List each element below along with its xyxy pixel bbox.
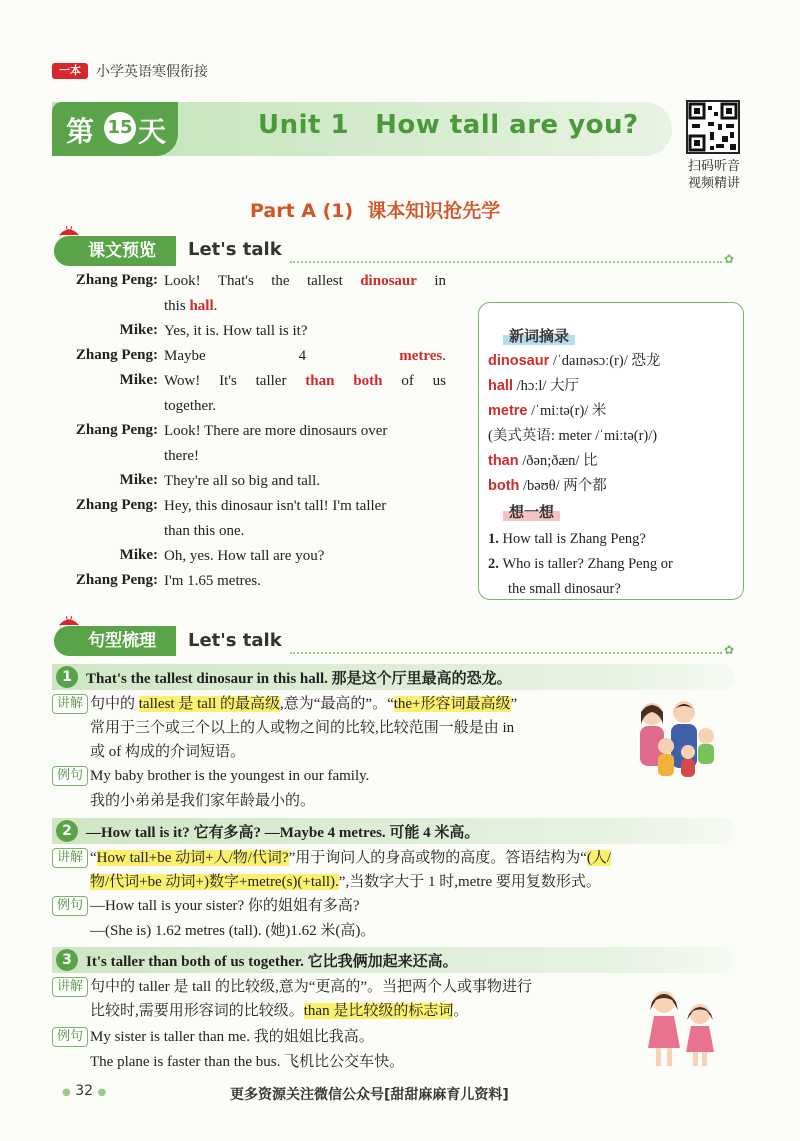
explain-line [90,999,532,1023]
dialogue-line: there! [164,448,199,464]
speaker-name: Mike: [119,547,158,563]
vocab-definition: /ˈdaɪnəsɔː(r)/ 恐龙 [549,353,661,369]
vocab-entry [488,399,660,424]
vocab-definition: /hɔːl/ 大厅 [512,378,580,394]
example-translation: 我的小弟弟是我们家年龄最小的。 [90,793,316,809]
vocab-box [478,302,744,600]
text: 或 of 构成的介词短语。 [90,744,245,760]
dialogue-line: Wow! It's taller than both of us [164,373,446,389]
explain-tag: 讲解 [52,694,88,714]
example-sentence: The plane is faster than the bus. 飞机比公交车快。 [90,1054,405,1070]
explain-text [90,846,611,894]
day-number: 15 [104,112,136,144]
qr-code-icon[interactable] [686,100,740,154]
item-heading: That's the tallest dinosaur in this hall. 那是这个厅里最高的恐龙。 [86,671,512,687]
think-question: the small dinosaur? [508,581,621,597]
text: 比较时,需要用形容词的比较级。 [90,1003,304,1019]
explain-line [90,740,517,764]
explain-line [90,975,532,999]
vocab-word: both [488,478,520,494]
dialogue-line: Yes, it is. How tall is it? [164,323,308,339]
example-tag: 例句 [52,766,88,786]
text: 句中的 [90,696,139,712]
speaker-name: Mike: [119,472,158,488]
vocab-word: hall [488,378,513,394]
unit-name: How tall are you? [375,110,639,140]
keyword: hall [189,298,214,314]
explain-text [90,975,532,1023]
think-question: 2. Who is taller? Zhang Peng or [488,556,673,572]
vocab-entry [488,349,660,374]
dialogue-line: than this one. [164,523,245,539]
section-header-preview: 课文预览 [54,236,176,266]
qr-caption-line1: 扫码听音 [687,159,740,174]
speaker-name: Zhang Peng: [75,422,158,438]
part-title [250,196,500,223]
keyword: dinosaur [360,273,417,289]
explain-text [90,692,517,764]
qr-caption [680,158,748,192]
speaker-name: Zhang Peng: [75,347,158,363]
think-question: 1. How tall is Zhang Peng? [488,531,646,547]
text: 句中的 taller 是 tall 的比较级,意为“更高的”。当把两个人或事物进行 [90,979,533,995]
example-tag: 例句 [52,896,88,916]
dialogue-line: Oh, yes. How tall are you? [164,548,325,564]
speaker-name: Zhang Peng: [75,497,158,513]
speaker-name: Zhang Peng: [75,572,158,588]
vocab-definition: (美式英语: meter /ˈmiːtə(r)/) [488,428,658,444]
dialogue-line: together. [164,398,217,414]
highlight: tallest 是 tall 的最高级 [138,696,280,712]
example-sentence: —How tall is your sister? 你的姐姐有多高? [90,898,360,914]
item-number: 1 [56,666,78,688]
keyword: metres [399,348,443,364]
think-title: 想一想 [503,503,560,521]
brand-badge: 一本 [52,63,88,79]
explain-tag: 讲解 [52,977,88,997]
highlight: How tall+be 动词+人/物/代词? [96,850,289,866]
dialogue-line: Look! There are more dinosaurs over [164,423,388,439]
dialogue-line: Maybe 4 metres. [164,348,446,364]
example-sentence: My sister is taller than me. 我的姐姐比我高。 [90,1029,374,1045]
divider [290,261,722,263]
page-number-text: 32 [75,1083,94,1099]
section-header-grammar: 句型梳理 [54,626,176,656]
dialogue-line: Hey, this dinosaur isn't tall! I'm taller [164,498,387,514]
day-suffix: 天 [138,115,167,148]
vocab-entry [488,374,660,399]
vocab-title: 新词摘录 [503,327,575,345]
divider [290,652,722,654]
keyword: both [353,373,383,389]
day-prefix: 第 [66,115,95,148]
series-title: 小学英语寒假衔接 [96,63,208,79]
highlight: the+形容词最高级 [393,696,511,712]
highlight: 物/代词+be 动词+)数字+metre(s)(+tall). [90,874,339,890]
speaker-name: Mike: [119,372,158,388]
dialogue-line: this hall. [164,298,218,314]
dialogue-line: I'm 1.65 metres. [164,573,261,589]
part-label: Part A (1) [250,200,354,222]
family-illustration [624,696,720,782]
item-number: 2 [56,820,78,842]
item-heading: It's taller than both of us together. 它比我俩加起来还高。 [86,954,458,970]
think-questions [488,527,673,602]
text: “ [90,850,97,866]
vocab-entry [488,474,660,499]
question-number: 1. [488,531,503,547]
explain-line [90,716,517,740]
vocab-word: than [488,453,519,469]
vocab-entry [488,424,660,449]
item-heading: —How tall is it? 它有多高? —Maybe 4 metres. 可能 4 米高。 [86,825,480,841]
part-heading: 课本知识抢先学 [367,200,501,222]
keyword: than [305,373,335,389]
example-sentence: My baby brother is the youngest in our family. [90,768,370,784]
question-number: 2. [488,556,503,572]
text: ” [510,696,518,712]
section-subtitle-preview: Let's talk [188,239,282,260]
vocab-definition: /ˈmiːtə(r)/ 米 [527,403,607,419]
speaker-name: Zhang Peng: [75,272,158,288]
unit-label: Unit 1 [258,110,350,140]
explain-line [90,870,611,894]
vocab-word: metre [488,403,528,419]
vocab-entry [488,449,660,474]
explain-line [90,692,517,716]
footer-note: 更多资源关注微信公众号[甜甜麻麻育儿资料] [230,1087,509,1103]
text: 常用于三个或三个以上的人或物之间的比较,比较范围一般是由 in [90,720,515,736]
unit-title [258,110,639,140]
vocab-word: dinosaur [488,353,550,369]
vocab-definition: /ðən;ðæn/ 比 [518,453,598,469]
highlight: than 是比较级的标志词 [303,1003,454,1019]
speaker-name: Mike: [119,322,158,338]
section-subtitle-grammar: Let's talk [188,630,282,651]
flower-icon: ✿ [724,252,735,266]
dialogue-line: Look! That's the tallest dinosaur in [164,273,447,289]
example-sentence: —(She is) 1.62 metres (tall). (她)1.62 米(高)。 [90,923,376,939]
explain-line [90,846,611,870]
example-tag: 例句 [52,1027,88,1047]
qr-caption-line2: 视频精讲 [687,176,740,191]
explain-tag: 讲解 [52,848,88,868]
day-tab [52,102,178,156]
sisters-illustration [640,986,724,1072]
text: ”用于询问人的身高或物的高度。答语结构为“ [288,850,587,866]
item-number: 3 [56,949,78,971]
text: ”,当数字大于 1 时,metre 要用复数形式。 [338,874,601,890]
dialogue-line: They're all so big and tall. [164,473,320,489]
page-number: ● 32 ● [62,1083,107,1099]
text: 。 [453,1003,469,1019]
vocab-list [488,349,660,499]
flower-icon: ✿ [724,643,735,657]
vocab-definition: /bəʊθ/ 两个都 [519,478,607,494]
text: ,意为“最高的”。“ [280,696,394,712]
highlight: (人/ [586,850,612,866]
